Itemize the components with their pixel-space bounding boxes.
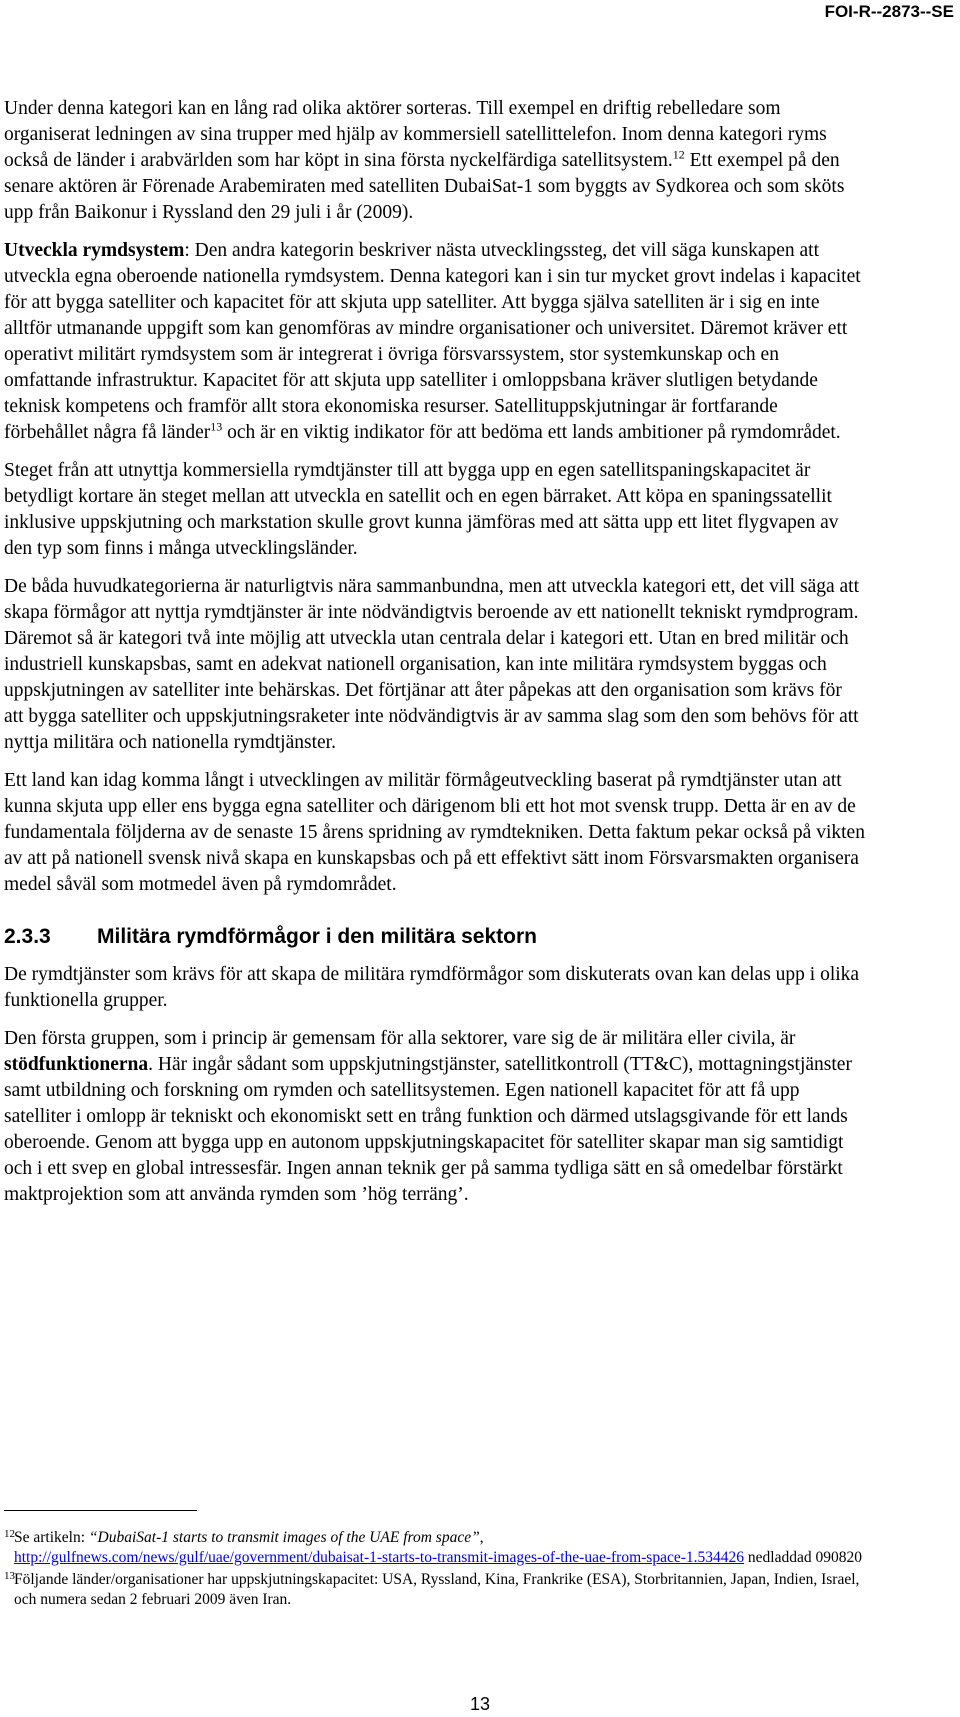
section-number: 2.3.3 (4, 925, 51, 948)
paragraph: Ett land kan idag komma långt i utvecklingen av militär förmågeutveckling baserat på rymdtjänster utan att kunna skjuta upp eller ens bygga egna satelliter och därigenom bli ett hot mot svensk trupp. Detta är en av de fundamentala följderna av de senaste 15 årens spridning av rymdtekniken. Detta faktum pekar också på vikten av att på nationell svensk nivå skapa en kunskapsbas och på ett effektivt sätt inom Försvarsmakten organisera medel såväl som motmedel även på rymdområdet. (4, 770, 865, 895)
footnote-text: Följande länder/organisationer har uppskjutningskapacitet: USA, Ryssland, Kina, Frankrike (ESA), Storbritannien, Japan, Indien, Israel, och numera sedan 2 februari 2009 även Iran. (14, 1571, 860, 1608)
footnote-separator (4, 1510, 197, 1511)
paragraph-text: Ett exempel på den senare aktören är Förenade Arabemiraten med satelliten DubaiSat-1 som byggts av Sydkorea och som sköts upp från Baikonur i Ryssland den 29 juli i år (2009). (4, 150, 845, 223)
paragraph-text: . Här ingår sådant som uppskjutningstjänster, satellitkontroll (TT&C), mottagningstjänster samt utbildning och forskning om rymden och satellitsystemen. Egen nationell kapacitet för att få upp satelliter i omlopp är tekniskt och ekonomiskt sett en trång funktion och därmed utslagsgivande för ett lands oberoende. Genom att bygga upp en autonom uppskjutningskapacitet för satelliter skapar man sig samtidigt och i ett svep en global intressesfär. Ingen annan teknik ger på samma tydliga sätt en så omedelbar förstärkt maktprojektion som att använda rymden som ’hög terräng’. (4, 1054, 852, 1205)
paragraph (4, 238, 866, 446)
paragraph-text: och är en viktig indikator för att bedöma ett lands ambitioner på rymdområdet. (222, 422, 841, 443)
section-heading (4, 924, 866, 950)
footnotes (4, 1528, 864, 1612)
page-number: 13 (469, 1694, 491, 1714)
main-text (4, 96, 866, 1220)
article-title: “DubaiSat-1 starts to transmit images of the UAE from space” (88, 1529, 480, 1546)
footnote-number: 13 (4, 1570, 15, 1582)
paragraph-text: : Den andra kategorin beskriver nästa utvecklingssteg, det vill säga kunskapen att utveckla egna oberoende nationella rymdsystem. Denna kategori kan i sin tur mycket grovt indelas i kapacitet för att bygga satelliter och kapacitet för att skjuta upp satelliter. Att bygga själva satelliten är i sig en inte alltför utmanande uppgift som kan genomföras av mindre organisationer och universitet. Däremot kräver ett operativt militärt rymdsystem som är integrerat i övriga försvarssystem, stor systemkunskap och en omfattande infrastruktur. Kapacitet för att skjuta upp satelliter i omloppsbana kräver slutligen betydande teknisk kompetens och framför allt stora ekonomiska resurser. Satellituppskjutningar är fortfarande förbehållet några få länder (4, 240, 861, 443)
footnote-text: Se artikeln: (14, 1529, 89, 1546)
footnote-text: , (479, 1529, 484, 1546)
paragraph-text: Under denna kategori kan en lång rad olika aktörer sorteras. Till exempel en driftig rebelledare som organiserat ledningen av sina trupper med hjälp av kommersiell satellittelefon. Inom denna kategori ryms också de länder i arabvärlden som har köpt in sina första nyckelfärdiga satellitsystem. (4, 98, 827, 171)
footnote-text: nedladdad 090820 (744, 1549, 862, 1566)
footnote-12 (4, 1528, 864, 1568)
paragraph: De rymdtjänster som krävs för att skapa de militära rymdförmågor som diskuterats ovan kan delas upp i olika funktionella grupper. (4, 964, 860, 1011)
paragraph-text: Den första gruppen, som i princip är gemensam för alla sektorer, vare sig de är militära eller civila, är (4, 1028, 796, 1049)
footnote-link[interactable]: http://gulfnews.com/news/gulf/uae/government/dubaisat-1-starts-to-transmit-images-of-the-uae-from-space-1.534426 (14, 1549, 745, 1566)
paragraph: De båda huvudkategorierna är naturligtvis nära sammanbundna, men att utveckla kategori ett, det vill säga att skapa förmågor att nyttja rymdtjänster är inte nödvändigtvis beroende av ett nationellt tekniskt rymdprogram. Däremot så är kategori två inte möjlig att utveckla utan centrala delar i kategori ett. Utan en bred militär och industriell kunskapsbas, samt en adekvat nationell organisation, kan inte militära rymdsystem byggas och uppskjutningen av satelliter inte behärskas. Det förtjänar att åter påpekas att den organisation som krävs för att bygga satelliter och uppskjutningsraketer inte nödvändigtvis är av samma slag som den som behövs för att nyttja militära och nationella rymdtjänster. (4, 576, 859, 753)
document-code: FOI-R--2873--SE (824, 2, 954, 21)
paragraph (4, 1026, 866, 1208)
paragraph: Steget från att utnyttja kommersiella rymdtjänster till att bygga upp en egen satellitspaningskapacitet är betydligt kortare än steget mellan att utveckla en satellit och en egen bärraket. Att köpa en spaningssatellit inklusive uppskjutning och markstation skulle grovt kunna jämföras med att sätta upp ett litet flygvapen av den typ som finns i många utvecklingsländer. (4, 460, 839, 559)
paragraph (4, 96, 866, 226)
bold-lead: Utveckla rymdsystem (4, 240, 185, 261)
footnote-13 (4, 1570, 864, 1610)
footnote-ref-12[interactable]: 12 (672, 147, 685, 162)
section-title: Militära rymdförmågor i den militära sektorn (97, 925, 537, 948)
bold-term: stödfunktionerna (4, 1054, 149, 1075)
footnote-number: 12 (4, 1528, 15, 1540)
footnote-ref-13[interactable]: 13 (210, 419, 223, 434)
